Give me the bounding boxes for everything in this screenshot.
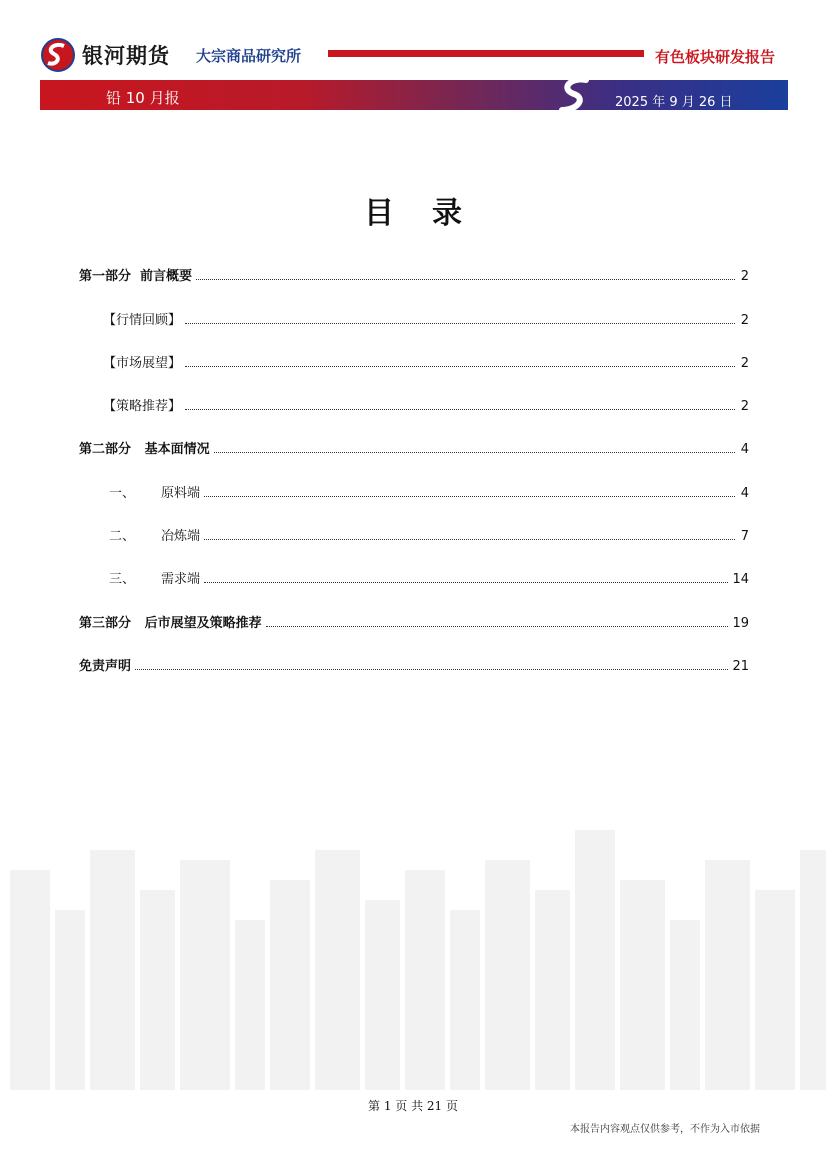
toc-page: 14 bbox=[732, 572, 749, 587]
toc-page: 19 bbox=[732, 616, 749, 631]
leader-dots bbox=[214, 452, 735, 453]
toc-page: 2 bbox=[740, 356, 749, 371]
leader-dots bbox=[185, 409, 735, 410]
toc-entry[interactable] bbox=[79, 567, 749, 587]
toc-entry[interactable] bbox=[79, 481, 749, 501]
toc-number: 一、 bbox=[109, 486, 136, 501]
page-indicator: 第 1 页 共 21 页 bbox=[368, 1099, 458, 1113]
footer-disclaimer: 本报告内容观点仅供参考，不作为入市依据 bbox=[570, 1124, 760, 1135]
toc-heading: 目录 bbox=[364, 196, 500, 231]
report-title: 铅 10 月报 bbox=[106, 89, 180, 107]
galaxy-logo-icon bbox=[40, 38, 76, 72]
toc-page: 7 bbox=[740, 529, 749, 544]
city-skyline-watermark bbox=[0, 830, 826, 1090]
brand-name: 银河期货 bbox=[82, 44, 170, 68]
toc-page: 4 bbox=[740, 486, 749, 501]
toc-label: 原料端 bbox=[161, 486, 201, 501]
header-divider bbox=[328, 50, 644, 57]
toc-entry[interactable] bbox=[79, 308, 749, 328]
toc-label: 第一部分 前言概要 bbox=[79, 269, 193, 284]
leader-dots bbox=[185, 323, 735, 324]
toc-label: 【行情回顾】 bbox=[103, 313, 182, 328]
toc-entry[interactable] bbox=[79, 611, 749, 631]
toc-label: 需求端 bbox=[161, 572, 201, 587]
institute-name: 大宗商品研究所 bbox=[196, 47, 302, 65]
leader-dots bbox=[204, 582, 728, 583]
toc-page: 2 bbox=[740, 313, 749, 328]
s-swoosh-icon bbox=[556, 77, 594, 113]
toc-label: 第二部分 基本面情况 bbox=[79, 442, 210, 457]
toc-label: 【市场展望】 bbox=[103, 356, 182, 371]
toc-entry[interactable] bbox=[79, 351, 749, 371]
toc-page: 21 bbox=[732, 659, 749, 674]
toc-label: 第三部分 后市展望及策略推荐 bbox=[79, 616, 262, 631]
toc-entry[interactable] bbox=[79, 654, 749, 674]
report-type: 有色板块研发报告 bbox=[655, 48, 776, 66]
report-date: 2025 年 9 月 26 日 bbox=[615, 95, 733, 110]
toc-label: 冶炼端 bbox=[161, 529, 201, 544]
toc-entry[interactable] bbox=[79, 437, 749, 457]
toc-page: 2 bbox=[740, 399, 749, 414]
toc-number: 三、 bbox=[109, 572, 136, 587]
toc-entry[interactable] bbox=[79, 524, 749, 544]
leader-dots bbox=[204, 496, 735, 497]
leader-dots bbox=[196, 279, 735, 280]
toc-entry[interactable] bbox=[79, 264, 749, 284]
leader-dots bbox=[204, 539, 735, 540]
leader-dots bbox=[135, 669, 728, 670]
toc-label: 【策略推荐】 bbox=[103, 399, 182, 414]
toc-number: 二、 bbox=[109, 529, 136, 544]
toc-page: 4 bbox=[740, 442, 749, 457]
toc-entry[interactable] bbox=[79, 394, 749, 414]
leader-dots bbox=[185, 366, 735, 367]
toc-page: 2 bbox=[740, 269, 749, 284]
leader-dots bbox=[266, 626, 729, 627]
toc-label: 免责声明 bbox=[79, 659, 132, 674]
